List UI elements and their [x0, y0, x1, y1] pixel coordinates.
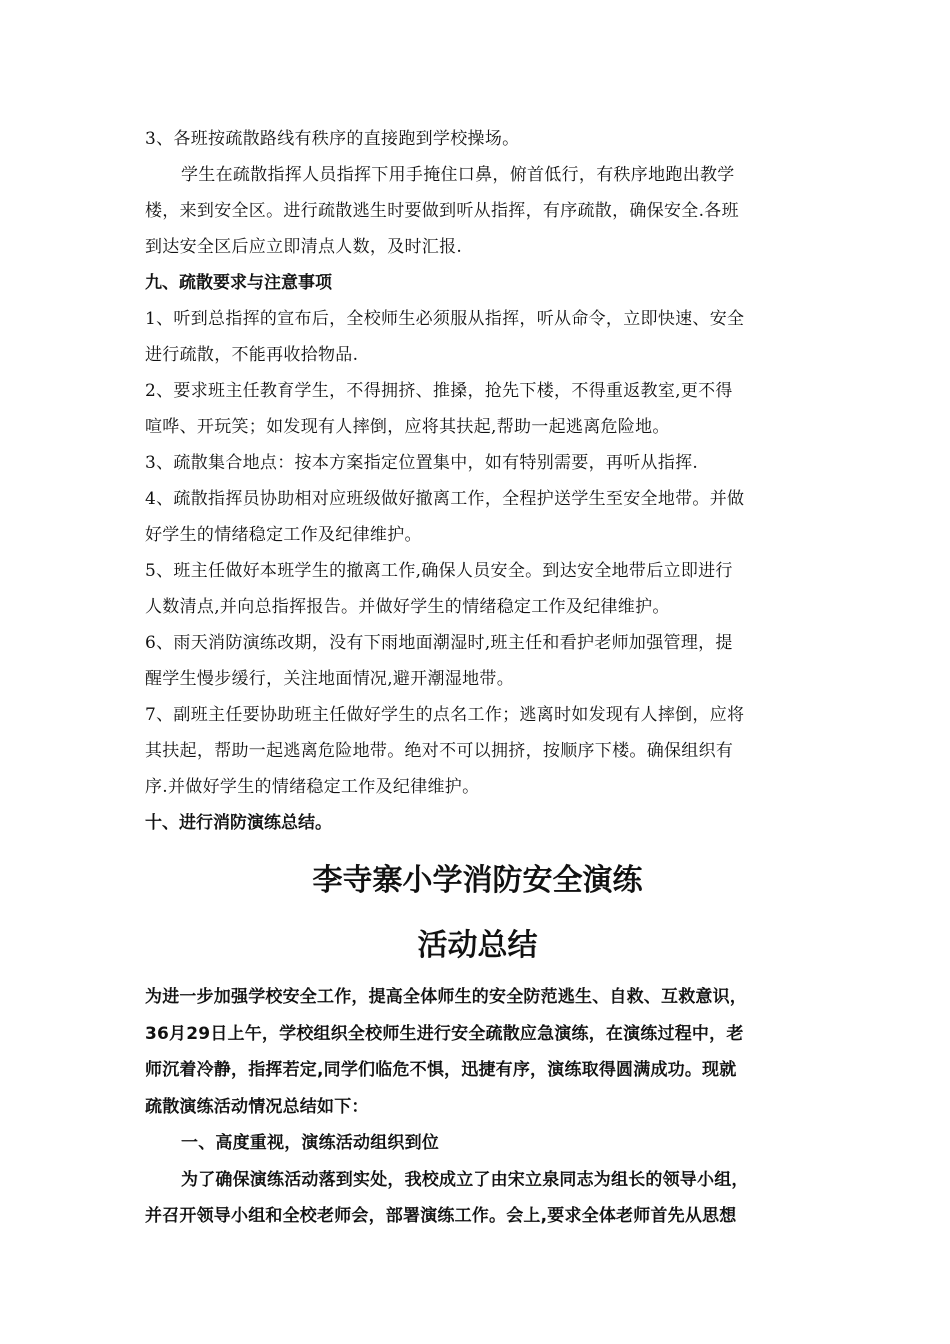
paragraph-line: 学生在疏散指挥人员指挥下用手掩住口鼻，俯首低行，有秩序地跑出教学 [181, 165, 735, 185]
subsection-heading-1: 一、高度重视，演练活动组织到位 [181, 1133, 439, 1153]
paragraph-line: 3、疏散集合地点：按本方案指定位置集中，如有特别需要，再听从指挥. [145, 453, 699, 473]
intro-line: 36月29日上午，学校组织全校师生进行安全疏散应急演练，在演练过程中，老 [145, 1023, 744, 1044]
section-heading-10: 十、进行消防演练总结。 [145, 813, 332, 833]
body-line: 为了确保演练活动落到实处，我校成立了由宋立泉同志为组长的领导小组， [181, 1169, 749, 1190]
list-item: 3、各班按疏散路线有秩序的直接跑到学校操场。 [145, 129, 520, 149]
paragraph-line: 其扶起，帮助一起逃离危险地带。绝对不可以拥挤，按顺序下楼。确保组织有 [145, 741, 734, 761]
summary-title: 李寺寨小学消防安全演练 [312, 863, 643, 898]
section-heading-9: 九、疏散要求与注意事项 [145, 273, 332, 293]
paragraph-line: 醒学生慢步缓行，关注地面情况,避开潮湿地带。 [145, 669, 515, 689]
summary-subtitle: 活动总结 [417, 928, 538, 963]
intro-line: 为进一步加强学校安全工作，提高全体师生的安全防范逃生、自救、互救意识， [145, 987, 747, 1007]
paragraph-line: 好学生的情绪稳定工作及纪律维护。 [145, 525, 422, 545]
paragraph-line: 5、班主任做好本班学生的撤离工作,确保人员安全。到达安全地带后立即进行 [145, 561, 733, 581]
paragraph-line: 序.并做好学生的情绪稳定工作及纪律维护。 [145, 777, 480, 797]
paragraph-line: 喧哗、开玩笑；如发现有人摔倒，应将其扶起,帮助一起逃离危险地。 [145, 417, 670, 437]
paragraph-line: 到达安全区后应立即清点人数，及时汇报. [145, 237, 463, 257]
intro-line: 师沉着冷静，指挥若定,同学们临危不惧，迅捷有序，演练取得圆满成功。现就 [145, 1060, 737, 1080]
document-body [145, 121, 810, 1235]
paragraph-line: 人数清点,并向总指挥报告。并做好学生的情绪稳定工作及纪律维护。 [145, 597, 670, 617]
body-line: 并召开领导小组和全校老师会，部署演练工作。会上,要求全体老师首先从思想 [145, 1206, 737, 1226]
paragraph-line: 6、雨天消防演练改期，没有下雨地面潮湿时,班主任和看护老师加强管理，提 [145, 633, 733, 653]
paragraph-line: 进行疏散，不能再收拾物品. [145, 345, 359, 365]
intro-line: 疏散演练活动情况总结如下： [145, 1096, 369, 1117]
paragraph-line: 1、听到总指挥的宣布后，全校师生必须服从指挥，听从命令，立即快速、安全 [145, 309, 745, 329]
paragraph-line: 7、副班主任要协助班主任做好学生的点名工作；逃离时如发现有人摔倒，应将 [145, 705, 745, 725]
paragraph-line: 4、疏散指挥员协助相对应班级做好撤离工作，全程护送学生至安全地带。并做 [145, 489, 745, 509]
paragraph-line: 楼，来到安全区。进行疏散逃生时要做到听从指挥，有序疏散，确保安全.各班 [145, 201, 739, 221]
paragraph-line: 2、要求班主任教育学生，不得拥挤、推搡，抢先下楼，不得重返教室,更不得 [145, 381, 733, 401]
